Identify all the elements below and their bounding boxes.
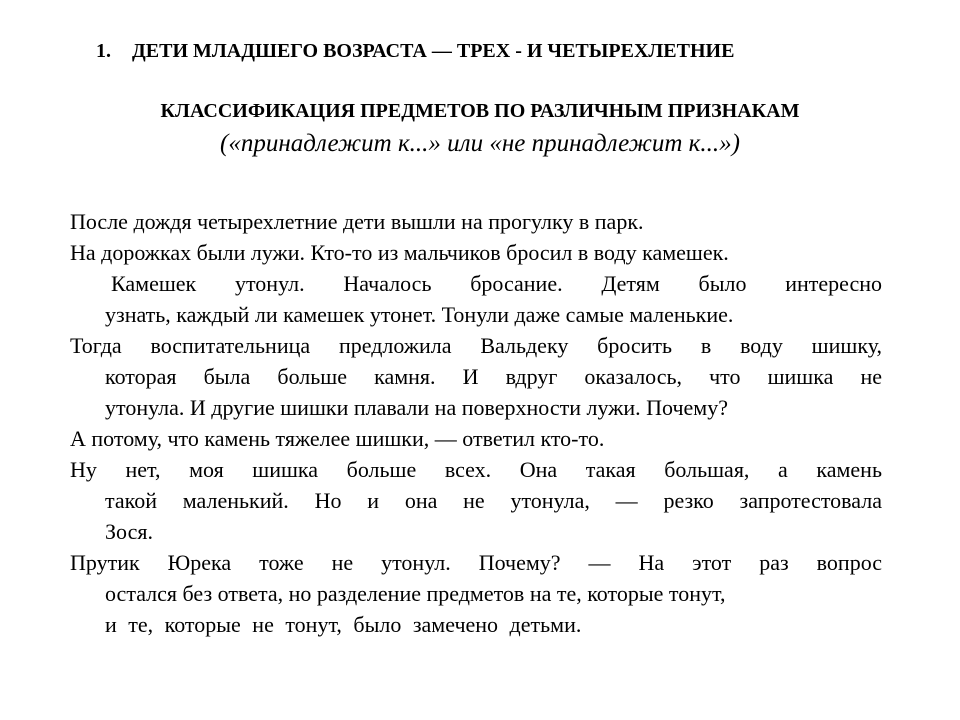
paragraph-line: На дорожках были лужи. Кто-то из мальчиков бросил в воду камешек.	[70, 240, 729, 265]
paragraph-line: После дождя четырехлетние дети вышли на прогулку в парк.	[70, 209, 644, 234]
heading-number: 1.	[96, 40, 111, 62]
section-subtitle: («принадлежит к...» или «не принадлежит к...»)	[220, 130, 740, 157]
story-paragraph	[70, 547, 882, 640]
paragraph-line: Ну нет, моя шишка больше всех. Она такая большая, а камень	[70, 457, 882, 482]
story-paragraph	[70, 268, 882, 330]
paragraph-line: и те, которые не тонут, было замечено детьми.	[105, 612, 582, 637]
story-paragraph	[70, 454, 882, 547]
paragraph-line: Прутик Юрека тоже не утонул. Почему? — На этот раз вопрос	[70, 550, 882, 575]
paragraph-line: такой маленький. Но и она не утонула, — резко запротестовала	[105, 488, 882, 513]
paragraph-line: узнать, каждый ли камешек утонет. Тонули даже самые маленькие.	[105, 302, 734, 327]
story-paragraph	[70, 237, 882, 268]
story-paragraph	[70, 330, 882, 423]
paragraph-line: А потому, что камень тяжелее шишки, — ответил кто-то.	[70, 426, 605, 451]
paragraph-line: Зося.	[105, 519, 153, 544]
paragraph-line: которая была больше камня. И вдруг оказалось, что шишка не	[105, 364, 882, 389]
heading-title: ДЕТИ МЛАДШЕГО ВОЗРАСТА — ТРЕХ - И ЧЕТЫРЕХЛЕТНИЕ	[132, 40, 735, 62]
story-text	[70, 206, 882, 640]
story-paragraph	[70, 206, 882, 237]
paragraph-line: Тогда воспитательница предложила Вальдеку бросить в воду шишку,	[70, 333, 882, 358]
paragraph-line: утонула. И другие шишки плавали на поверхности лужи. Почему?	[105, 395, 728, 420]
section-title: КЛАССИФИКАЦИЯ ПРЕДМЕТОВ ПО РАЗЛИЧНЫМ ПРИЗНАКАМ	[160, 100, 800, 122]
paragraph-line: остался без ответа, но разделение предметов на те, которые тонут,	[105, 581, 726, 606]
main-heading	[96, 38, 734, 64]
paragraph-line: Камешек утонул. Началось бросание. Детям было интересно	[111, 271, 882, 296]
story-paragraph	[70, 423, 882, 454]
